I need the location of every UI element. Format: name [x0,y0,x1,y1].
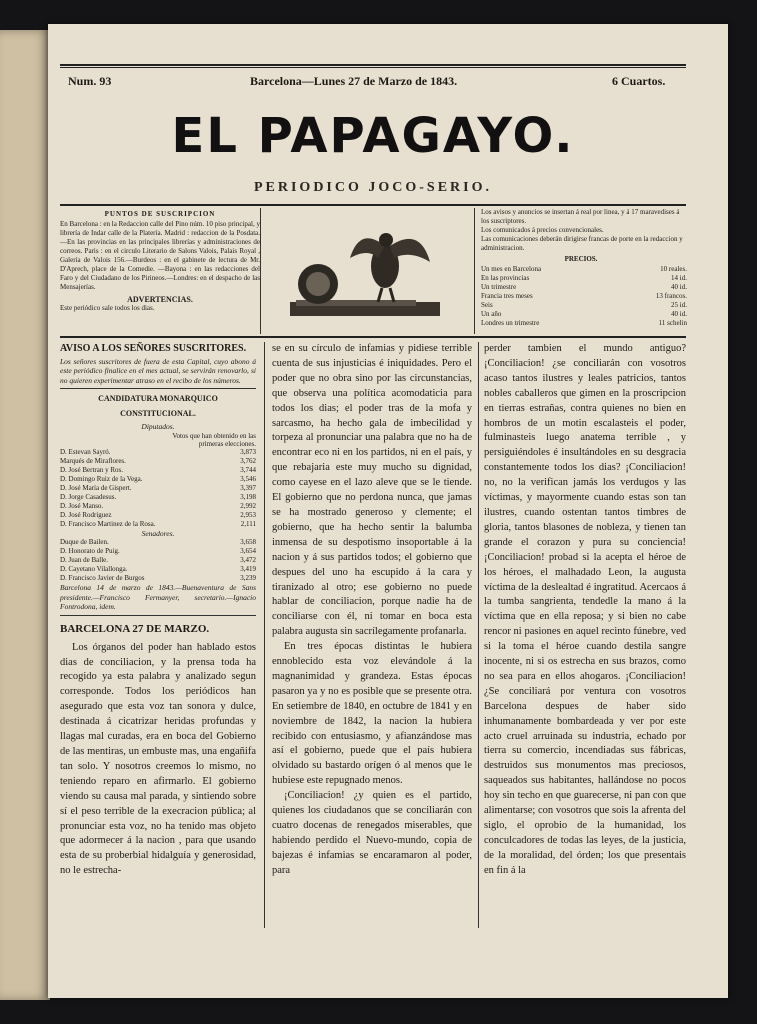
candidate-row [60,466,256,475]
candidate-votes: 3,397 [240,483,256,492]
price-label: Un año [481,310,502,318]
candidate-name: D. Francisco Martinez de la Rosa. [60,519,156,528]
candidate-row [60,475,256,484]
candidate-name: D. José María de Gispert. [60,483,132,492]
candidate-name: D. José Manso. [60,501,104,510]
price-row [481,292,687,301]
price-value: 10 reales. [660,265,687,273]
senadores-label: Senadores. [141,528,175,538]
price-label: Un mes en Barcelona [481,265,542,273]
senator-row [60,574,256,583]
candidate-row [60,493,256,502]
candidate-name: D. Jorge Casadesus. [60,492,117,501]
candidate-row [60,502,256,511]
candidate-votes: 3,744 [240,465,256,474]
diputados-label: Diputados. [141,422,175,432]
header-bottom-rule [60,336,686,338]
senator-name: D. Juan de Balle. [60,556,109,565]
issue-number: Num. 93 [68,74,112,88]
page-content [60,36,716,986]
price-value: 40 id. [671,310,687,318]
senator-votes: 3,654 [240,547,256,556]
price-value: 13 francos. [655,292,687,300]
candidate-row [60,484,256,493]
price-label: Seis [481,301,493,309]
votes-note: Votos que han obtenido en las primeras elecciones. [172,431,256,448]
subscription-text: En Barcelona : en la Redaccion calle del Pino núm. 10 piso principal, y librería de Indar calle de la Platería. Madrid : redaccion de la Posdata.—En las provincias en las principales librerías y administraciones de correos. Paris : en el circulo Literario de Salons Valois, Palais Royal , Galería de Valois 156.—Burdeos : en el gabinete de lectura de Mr. D'Aprech, place de la Comedie. —Bayona : en las redacciones del Faro y del Ciudadano de los Pirineos.—Londres: en el despacho de las Mensajerías. [60,220,260,291]
newspaper-subtitle: PERIODICO JOCO-SERIO. [253,180,493,195]
column-separator [264,342,265,928]
senator-name: D. Cayetano Vilallonga. [60,565,128,574]
candidate-name: D. José Rodriguez [60,510,112,519]
divider [60,615,256,616]
candidate-name: D. José Bertran y Ros. [60,465,123,474]
price-row [481,301,687,310]
ads-text-2: Los comunicados á precios convencionales. [481,226,604,234]
newspaper-page [48,24,728,998]
article-paragraph: Los órganos del poder han hablado estos dias de conciliacion, y la prensa toda ha recogido ya esta palabra y analizado segun corresponde. Todos los periódicos han asegurado que esta voz tan sonora y dulce, destinada á cicatrizar heridas profundas y llagas mal curadas, era en boca del Gobierno de las mentiras, un embuste mas, una engañifa tan solo. Y nosotros creemos lo mismo, no teniendo reparo en afirmarlo. El gobierno viendo su causa mal parada, y sintiendo sobre sí el peso terrible de la execracion pública; al pronunciar esta voz, no ha tenido mas objeto que adormecer á la nacion , para que usando esta de su proberbial hidalguía y generosidad, no le estrecha- [60,641,256,877]
senator-name: Duque de Bailen. [60,538,109,547]
ads-text-3: Las comunicaciones deberán dirigirse francas de porte en la redaccion y administracion. [481,235,683,252]
senator-votes: 3,472 [240,556,256,565]
ads-box [474,208,687,334]
prices-heading: PRECIOS. [564,255,598,263]
article-paragraph: ¡Conciliacion! ¿y quien es el partido, quienes los ciudadanos que se conciliarán con cuatro docenas de renegados miserables, que habiendo perdido el Nuevo-mundo, copia de bajezas é infamias se encaramaron al poder, para [272,790,472,876]
senator-row [60,565,256,574]
candidate-votes: 3,546 [240,474,256,483]
subscription-box [60,208,261,334]
senator-row [60,547,256,556]
signature-text: Barcelona 14 de marzo de 1843.—Buenaventura de Sans presidente.—Francisco Fermanyer, secretario.—Ignacio Fontrodona, idem. [60,583,256,612]
senator-name: D. Honorato de Puig. [60,547,120,556]
senator-votes: 3,658 [240,538,256,547]
book-gutter [0,30,50,1000]
price-value: 14 id. [671,274,687,282]
senator-row [60,538,256,547]
column-separator [478,342,479,928]
column-1 [60,342,256,879]
parrot-emblem-icon [290,218,450,328]
column-3 [484,342,686,879]
price-value: 25 id. [671,301,687,309]
masthead-rule [60,204,686,206]
price-label: Londres un trimestre [481,319,540,327]
candidate-votes: 2,953 [240,510,256,519]
top-rule-thin [60,67,686,68]
price-row [481,310,687,319]
price-value: 40 id. [671,283,687,291]
price-row [481,274,687,283]
candidature-title: CANDIDATURA MONARQUICO CONSTITUCIONAL. [98,394,218,419]
candidate-name: D. Estevan Sayró. [60,447,111,456]
warnings-heading: ADVERTENCIAS. [127,295,193,304]
senator-votes: 3,239 [240,574,256,583]
senator-votes: 3,419 [240,565,256,574]
ads-text-1: Los avisos y anuncios se insertan á real por linea, y á 17 maravedises á los suscriptores. [481,208,680,225]
issue-date: Barcelona—Lunes 27 de Marzo de 1843. [250,74,458,88]
candidate-votes: 3,198 [240,492,256,501]
price-label: Francia tres meses [481,292,533,300]
top-rule [60,64,686,66]
price-row [481,319,687,328]
candidate-name: Marqués de Miraflores. [60,456,126,465]
price-label: Un trimestre [481,283,517,291]
candidate-row [60,457,256,466]
candidate-votes: 2,111 [240,519,256,528]
candidate-votes: 3,873 [240,447,256,456]
newspaper-title: EL PAPAGAYO. [171,108,575,164]
candidate-row [60,511,256,520]
divider [60,388,256,389]
candidate-votes: 3,762 [240,456,256,465]
senator-row [60,556,256,565]
candidate-votes: 2,992 [240,501,256,510]
article-paragraph: perder tambien el mundo antiguo? ¡Conciliacion! ¿se conciliarán con vosotros acaso tantos ilustres y leales patricios, tantos nobles caballeros que gimen en la proscripcion en tierras estrañas, contra quienes no bien en hombros de un motin escalasteis el poder, fulminasteis luego anatema terrible , y persiguiéndoles é insultándoles en su desgracia constantemente todos los dias? ¡Conciliacion! no, no la verifican jamás los verdugos y las víctimas, y mayormente cuando estas son tan ilustres, cuando ostentan tantos timbres de gloria, tantos blasones de nobleza, y tienen tan grande el corazon y pura su conciencia! ¡Conciliacion! probad si la acepta el héroe de los héroes, el malhadado Leon, la augusta víctima de la deslealtad é ingratitud. Acercaos á la tumba sangrienta, tendedle la mano á la víctima que en ella reposa; y si bien no cabe rencor ni pasiones en aquel recinto fúnebre, ved si la toma el héroe cuando destila sangre inocente, ni si os estrecha en sus brazos, como no sea para en ellos ahogaros. ¡Conciliacion! ¿Se conciliará por ventura con vosotros Barcelona despues de haber sido inhumanamente bombardeada y ver por este acto cruel arruinada su industria, echado por tierra su comercio, incendiadas sus fábricas, destruidos sus monumentos mas preciosos, saqueados sus habitantes, hallándose no pocos hoy sin techo en que guarecerse, ni pan con que alimentarse; con vosotros que sois la afrenta del siglo, el oprobio de la humanidad, los conculcadores de todas las leyes, de la justicia, de la moralidad, del órden; los que presentais en fin á la [484,343,686,876]
issue-price: 6 Cuartos. [612,74,666,88]
article-paragraph: se en su círculo de infamias y pidiese terrible cuenta de sus injusticias é iniquidades. Pero el poder que no obra sino por las circunstancias, que observa una política acomodaticia para todos los dias; el poder tras de la mofa y sarcasmo, ha hecho gala de imbecilidad y torpeza al pronunciar una palabra que no ha de encontrar eco ni en los partidos, ni en el país, y que rebajaria este muy mucho su dignidad, como cayese en el lazo aleve que se le tiende. El gobierno que no perdona nunca, que jamas se ha mostrado generoso y clemente; el gobierno, que ha hecho sentir la balumba inmensa de su despotismo insoportable á la nacion y á sus partidos todos; el gobierno que despues del uno ha escupido á la cara y tiranizado al otro; ese gobierno no puede hablar de conciliacion, porque nadie ha de conciliarse con él, ni tomar en boca esta palabra augusta sin sacrílegamente profanarla. [272,343,472,638]
senator-name: D. Francisco Javier de Burgos [60,574,145,583]
aviso-heading: AVISO A LOS SEÑORES SUSCRITORES. [60,343,247,354]
barcelona-heading: BARCELONA 27 DE MARZO. [60,622,210,635]
price-row [481,283,687,292]
aviso-text: Los señores suscritores de fuera de esta Capital, cuyo abono á este periódico finalice en el mes actual, se servirán renovarlo, si no quieren experimentar atraso en el recibo de los números. [60,356,256,385]
candidate-row [60,448,256,457]
warnings-text: Este periódico sale todos los dias. [60,304,155,312]
price-row [481,265,687,274]
candidate-name: D. Domingo Ruiz de la Vega. [60,474,143,483]
subscription-heading: PUNTOS DE SUSCRIPCION [104,210,216,218]
price-value: 11 schelin [658,319,687,327]
price-label: En las provincias [481,274,530,282]
article-paragraph: En tres épocas distintas le hubiera ennoblecido esta voz elevándole á la magnanimidad y grandeza. Estas épocas pasaron ya y no es posible que se presente otra. En setiembre de 1840, en octubre de 1841 y en noviembre de 1842, la nacion la hubiera recibido con entusiasmo, y afianzándose mas así el gobierno, puede que el país hubiera olvidado su bastardo orígen ó al menos que le hubiese este repugnado menos. [272,641,472,787]
candidate-row [60,520,256,529]
column-2 [272,342,472,879]
